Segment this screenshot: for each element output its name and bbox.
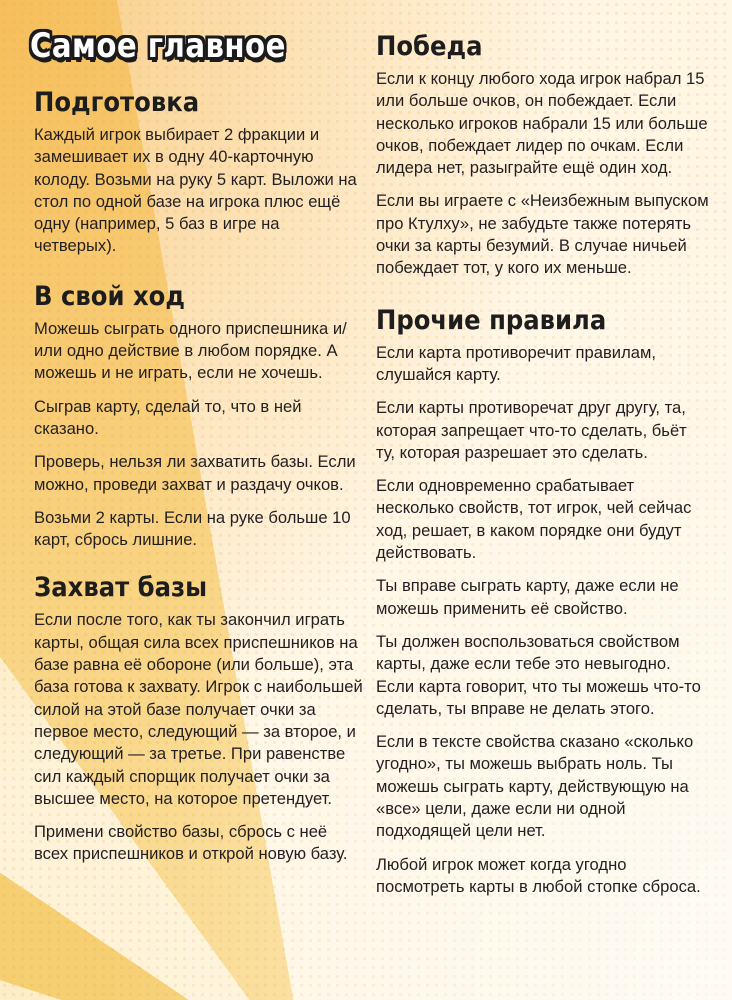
paragraph: Если после того, как ты закончил играть карты, общая сила всех приспешников на базе равна её обороне (или больше), эта база готова к захвату. Игрок с наибольшей силой на этой базе получает очки за первое место, следующий — за второе, и следующий — за третье. При равенстве сил каждый спорщик получает очки за высшее место, на которое претендует. [34, 610, 363, 808]
page-title: Самое главное [30, 26, 286, 66]
paragraph: Если карта противоречит правилам, слушайся карту. [376, 342, 657, 384]
paragraph: Если к концу любого хода игрок набрал 15 или больше очков, он побеждает. Если несколько игроков набрали 15 или больше очков, побеждает лидер по очкам. Если лидера нет, разыграйте ещё один ход. [376, 69, 708, 178]
paragraph: Можешь сыграть одного приспешника и/или одно действие в любом порядке. А можешь и не играть, если не хочешь. [34, 318, 347, 383]
paragraph: Проверь, нельзя ли захватить базы. Если можно, проведи захват и раздачу очков. [34, 452, 356, 494]
paragraph: Если в тексте свойства сказано «сколько угодно», ты можешь выбрать ноль. Ты можешь сыграть карту, действующую на «все» цели, даже если ни одной подходящей цели нет. [376, 732, 694, 841]
paragraph: Сыграв карту, сделай то, что в ней сказано. [34, 396, 302, 438]
section-heading: Подготовка [34, 87, 200, 118]
section-setup [34, 86, 364, 258]
section-heading: Прочие правила [376, 304, 607, 336]
section-other-rules [376, 304, 710, 899]
section-heading: Победа [376, 31, 483, 62]
paragraph: Ты вправе сыграть карту, даже если не можешь применить её свойство. [376, 576, 679, 618]
paragraph: Если вы играете с «Неизбежным выпуском про Ктулху», не забудьте также потерять очки за карты безумий. В случае ничьей побеждает тот, у кого их меньше. [376, 191, 709, 278]
paragraph: Ты должен воспользоваться свойством карты, даже если тебе это невыгодно. Если карта говорит, что ты можешь что-то сделать, ты вправе не делать этого. [376, 631, 701, 718]
section-base-capture [34, 571, 364, 865]
paragraph: Возьми 2 карты. Если на руке больше 10 карт, сбрось лишние. [34, 507, 351, 550]
right-column [376, 26, 710, 920]
left-column [30, 26, 364, 888]
section-heading: Захват базы [34, 572, 208, 604]
section-victory [376, 30, 710, 280]
paragraph: Примени свойство базы, сбрось с неё всех приспешников и открой новую базу. [34, 822, 348, 864]
paragraph: Если карты противоречат друг другу, та, которая запрещает что-то сделать, бьёт ту, которая разрешает это сделать. [376, 398, 687, 462]
section-your-turn [34, 280, 364, 552]
section-heading: В свой ход [34, 280, 185, 312]
paragraph: Любой игрок может когда угодно посмотреть карты в любой стопке сброса. [376, 854, 701, 896]
paragraph: Если одновременно срабатывает несколько свойств, тот игрок, чей сейчас ход, решает, в каком порядке они будут действовать. [376, 476, 692, 563]
paragraph: Каждый игрок выбирает 2 фракции и замешивает их в одну 40-карточную колоду. Возьми на руку 5 карт. Выложи на стол по одной базе на игрока плюс ещё одну (например, 5 баз в игре на четверых). [34, 125, 357, 256]
